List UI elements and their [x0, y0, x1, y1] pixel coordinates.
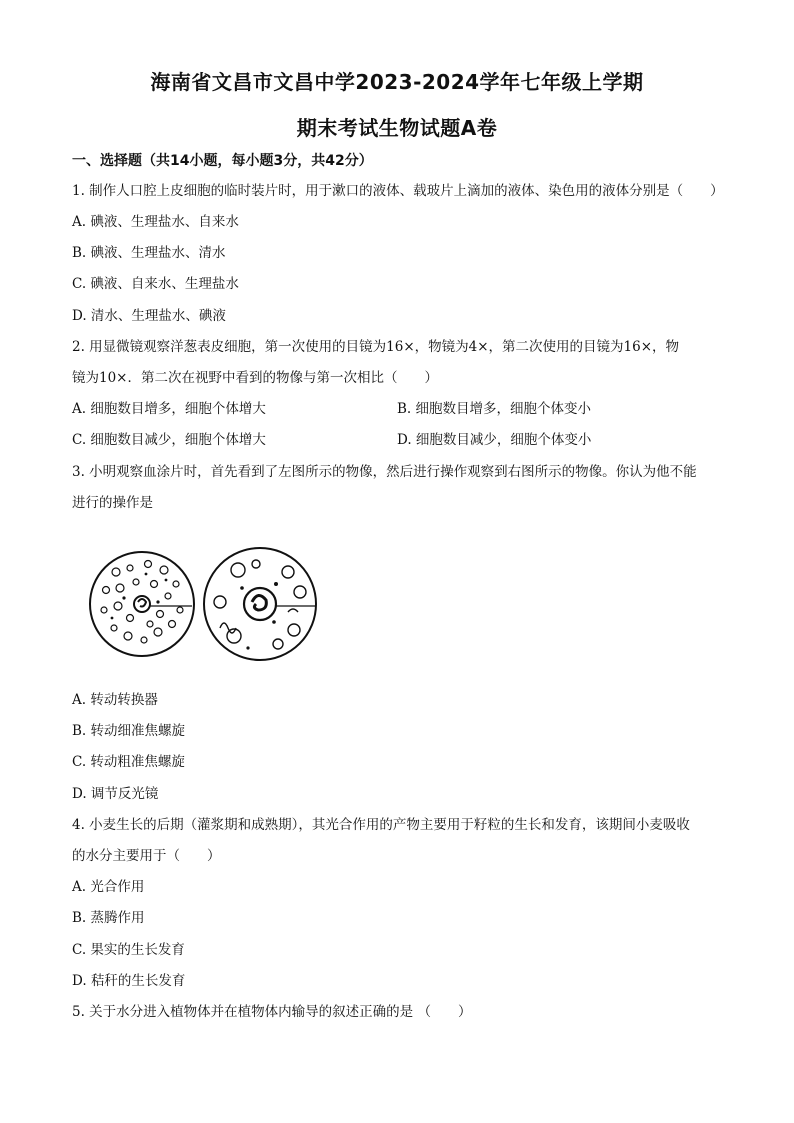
- q1-option-a: A. 碘液、生理盐水、自来水: [72, 214, 239, 230]
- q4-stem-line1: 4. 小麦生长的后期（灌浆期和成熟期），其光合作用的产物主要用于籽粒的生长和发育，该期间小麦吸收: [72, 817, 690, 833]
- q3-option-a: A. 转动转换器: [72, 692, 158, 708]
- q4-option-b: B. 蒸腾作用: [72, 910, 145, 926]
- q1-option-c: C. 碘液、自来水、生理盐水: [72, 276, 239, 292]
- q2-stem-line2: 镜为10×．第二次在视野中看到的物像与第一次相比（ ）: [72, 370, 438, 386]
- q5-stem: 5. 关于水分进入植物体并在植物体内输导的叙述正确的是 （ ）: [72, 1004, 472, 1020]
- section-heading: 一、选择题（共14小题，每小题3分，共42分）: [72, 153, 373, 169]
- q4-option-a: A. 光合作用: [72, 879, 145, 895]
- q1-option-b: B. 碘液、生理盐水、清水: [72, 245, 226, 261]
- low-magnification-view: [90, 552, 194, 656]
- q2-stem-line1: 2. 用显微镜观察洋葱表皮细胞，第一次使用的目镜为16×，物镜为4×，第二次使用的目镜为16×，物: [72, 339, 680, 355]
- q2-option-c: C. 细胞数目减少，细胞个体增大: [72, 432, 266, 448]
- q2-option-d: D. 细胞数目减少，细胞个体变小: [397, 432, 592, 448]
- high-magnification-view: [204, 548, 316, 660]
- q3-option-b: B. 转动细准焦螺旋: [72, 723, 186, 739]
- page-title-line2: 期末考试生物试题A卷: [296, 116, 498, 140]
- q3-stem-line2: 进行的操作是: [72, 495, 153, 511]
- q2-option-b: B. 细胞数目增多，细胞个体变小: [397, 401, 592, 417]
- q1-option-d: D. 清水、生理盐水、碘液: [72, 308, 226, 324]
- q4-option-d: D. 秸秆的生长发育: [72, 973, 186, 989]
- q4-stem-line2: 的水分主要用于（ ）: [72, 848, 221, 864]
- q2-option-a: A. 细胞数目增多，细胞个体增大: [72, 401, 266, 417]
- q3-option-d: D. 调节反光镜: [72, 786, 159, 802]
- q3-stem-line1: 3. 小明观察血涂片时，首先看到了左图所示的物像，然后进行操作观察到右图所示的物像。你认为他不能: [72, 464, 697, 480]
- blood-smear-figure: [88, 544, 328, 664]
- q4-option-c: C. 果实的生长发育: [72, 942, 185, 958]
- page-title-line1: 海南省文昌市文昌中学2023-2024学年七年级上学期: [150, 70, 644, 94]
- q1-stem: 1. 制作人口腔上皮细胞的临时装片时，用于漱口的液体、载玻片上滴加的液体、染色用的液体分别是（ ）: [72, 183, 724, 199]
- q3-option-c: C. 转动粗准焦螺旋: [72, 754, 185, 770]
